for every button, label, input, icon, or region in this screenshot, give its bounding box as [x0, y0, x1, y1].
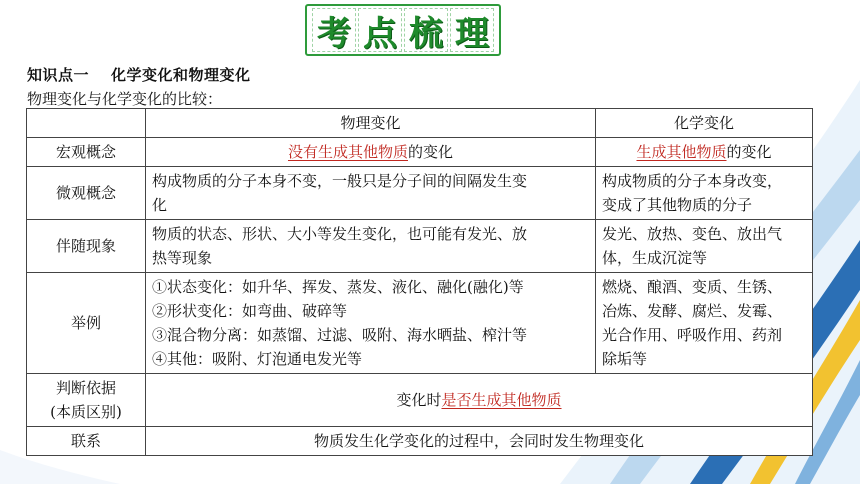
macro-chemical-highlight: 生成其他物质	[636, 143, 727, 161]
title-char: 梳	[404, 8, 448, 52]
micro-chemical-cell	[596, 167, 813, 220]
comparison-table	[26, 108, 813, 456]
row-label-relation: 联系	[27, 427, 146, 456]
cell-line: 构成物质的分子本身改变，	[602, 172, 783, 190]
row-label-micro: 微观概念	[27, 167, 146, 220]
title-char: 理	[450, 8, 494, 52]
cell-line: ③混合物分离：如蒸馏、过滤、吸附、海水晒盐、榨汁等	[152, 326, 528, 344]
cell-line: ①状态变化：如升华、挥发、蒸发、液化、融化(融化)等	[152, 278, 524, 296]
relation-merged-cell: 物质发生化学变化的过程中，会同时发生物理变化	[146, 427, 813, 456]
cell-line: (本质区别)	[50, 403, 122, 421]
cell-line: 热等现象	[152, 249, 213, 267]
phenomena-physical-cell	[146, 220, 596, 273]
table-row-macro	[27, 138, 813, 167]
header-chemical-change: 化学变化	[596, 109, 813, 138]
macro-chemical-cell	[596, 138, 813, 167]
table-row-relation	[27, 427, 813, 456]
phenomena-chemical-cell	[596, 220, 813, 273]
macro-chemical-rest: 的变化	[726, 143, 772, 161]
cell-line: 物质的状态、形状、大小等发生变化，也可能有发光、放	[152, 225, 528, 243]
cell-line: 变成了其他物质的分子	[602, 196, 753, 214]
title-char: 点	[358, 8, 402, 52]
heading-number: 知识点一	[27, 66, 90, 84]
row-label-examples: 举例	[27, 273, 146, 374]
cell-line: ④其他：吸附、灯泡通电发光等	[152, 350, 363, 368]
table-header-row	[27, 109, 813, 138]
micro-physical-cell	[146, 167, 596, 220]
cell-line: ②形状变化：如弯曲、破碎等	[152, 302, 348, 320]
cell-line: 体，生成沉淀等	[602, 249, 708, 267]
table-row-micro	[27, 167, 813, 220]
basis-merged-cell	[146, 374, 813, 427]
cell-line: 燃烧、酿酒、变质、生锈、	[602, 278, 783, 296]
basis-prefix: 变化时	[396, 391, 442, 409]
heading-topic: 化学变化和物理变化	[111, 66, 251, 84]
macro-physical-highlight: 没有生成其他物质	[287, 143, 408, 161]
cell-line: 光合作用、呼吸作用、药剂	[602, 326, 783, 344]
table-row-basis	[27, 374, 813, 427]
table-row-examples	[27, 273, 813, 374]
examples-physical-cell	[146, 273, 596, 374]
cell-line: 除垢等	[602, 350, 648, 368]
cell-line: 化	[152, 196, 168, 214]
comparison-intro: 物理变化与化学变化的比较：	[27, 90, 223, 108]
title-char: 考	[312, 8, 356, 52]
header-physical-change: 物理变化	[146, 109, 596, 138]
table-row-phenomena	[27, 220, 813, 273]
row-label-basis	[27, 374, 146, 427]
cell-line: 发光、放热、变色、放出气	[602, 225, 783, 243]
section-title-banner	[305, 4, 501, 56]
knowledge-point-heading	[27, 64, 251, 85]
basis-highlight: 是否生成其他物质	[441, 391, 562, 409]
cell-line: 冶炼、发酵、腐烂、发霉、	[602, 302, 783, 320]
macro-physical-cell	[146, 138, 596, 167]
row-label-phenomena: 伴随现象	[27, 220, 146, 273]
examples-chemical-cell	[596, 273, 813, 374]
header-blank-cell	[27, 109, 146, 138]
row-label-macro: 宏观概念	[27, 138, 146, 167]
cell-line: 判断依据	[55, 379, 116, 397]
macro-physical-rest: 的变化	[408, 143, 454, 161]
cell-line: 构成物质的分子本身不变，一般只是分子间的间隔发生变	[152, 172, 528, 190]
